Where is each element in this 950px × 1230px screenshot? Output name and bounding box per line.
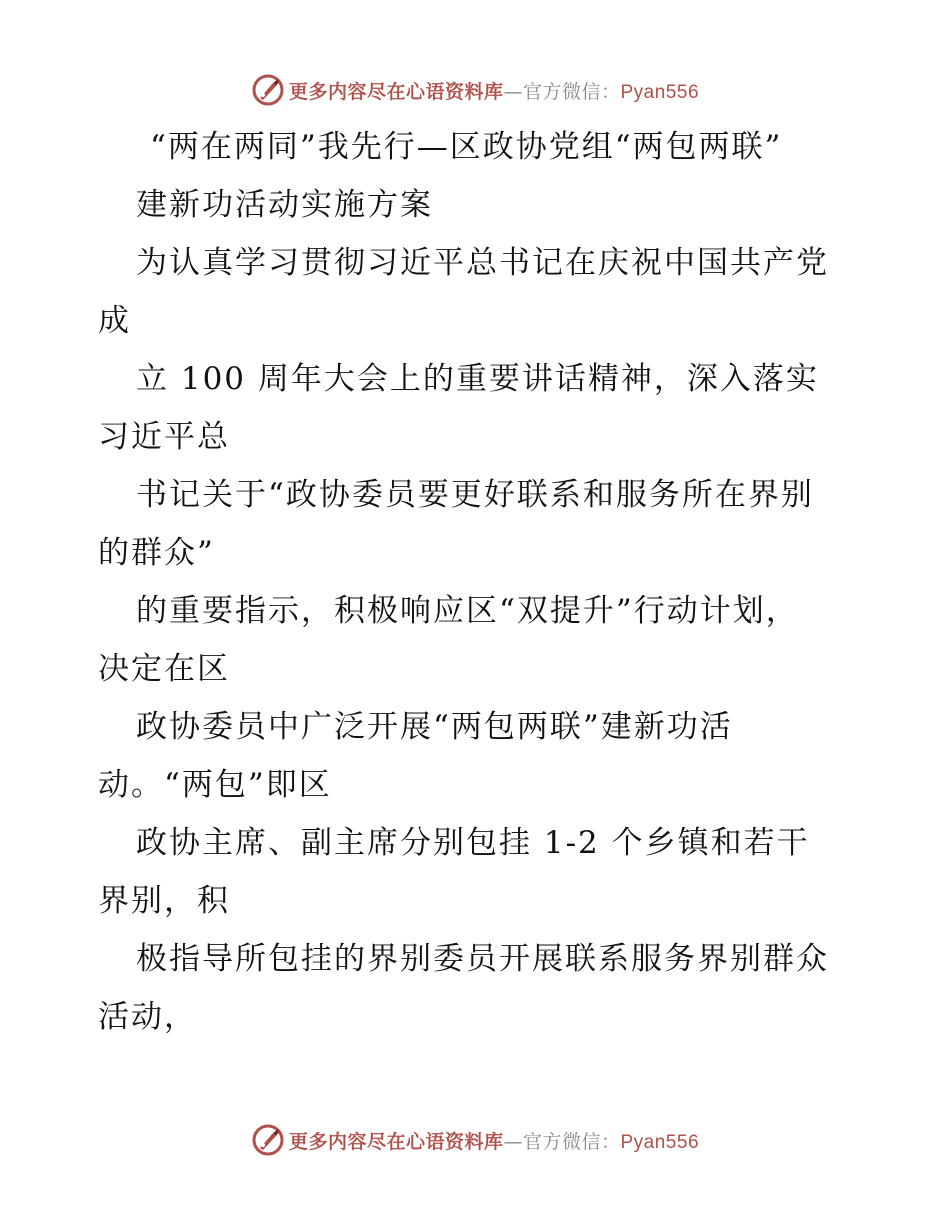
watermark-separator: — <box>503 80 523 103</box>
doc-line-13: 政协主席、副主席分别包挂 1-2 个乡镇和若干 <box>136 825 810 861</box>
doc-line-14: 界别，积 <box>98 883 230 919</box>
watermark-wechat-label: 官方微信： <box>522 80 621 103</box>
doc-line-15: 极指导所包挂的界别委员开展联系服务界别群众 <box>136 941 829 977</box>
doc-line-7: 书记关于“政协委员要更好联系和服务所在界别 <box>136 477 814 513</box>
doc-line-9: 的重要指示，积极响应区“双提升”行动计划， <box>136 593 799 629</box>
footer-watermark <box>0 1120 950 1160</box>
quill-logo-icon <box>251 1123 285 1157</box>
doc-line-3: 为认真学习贯彻习近平总书记在庆祝中国共产党 <box>136 245 829 281</box>
doc-line-16: 活动， <box>98 999 197 1035</box>
watermark-site: 更多内容尽在心语资料库 <box>288 1130 504 1153</box>
doc-line-8: 的群众” <box>98 535 215 571</box>
watermark-wechat-label: 官方微信： <box>522 1130 621 1153</box>
header-watermark <box>0 70 950 110</box>
doc-line-4: 成 <box>98 303 131 339</box>
doc-line-1: “两在两同”我先行—区政协党组“两包两联” <box>150 129 783 165</box>
doc-line-11: 政协委员中广泛开展“两包两联”建新功活 <box>136 709 733 745</box>
watermark-text <box>289 1127 699 1154</box>
watermark-wechat-id: Pyan556 <box>620 1131 700 1153</box>
document-body <box>98 118 858 1046</box>
doc-line-6: 习近平总 <box>98 419 230 455</box>
watermark-site: 更多内容尽在心语资料库 <box>288 80 504 103</box>
doc-line-10: 决定在区 <box>98 651 230 687</box>
doc-line-5: 立 100 周年大会上的重要讲话精神，深入落实 <box>136 361 819 397</box>
quill-logo-icon <box>251 73 285 107</box>
doc-line-12: 动。“两包”即区 <box>98 767 332 803</box>
watermark-separator: — <box>503 1130 523 1153</box>
watermark-wechat-id: Pyan556 <box>620 81 700 103</box>
doc-line-2: 建新功活动实施方案 <box>136 187 433 223</box>
watermark-text <box>289 77 699 104</box>
